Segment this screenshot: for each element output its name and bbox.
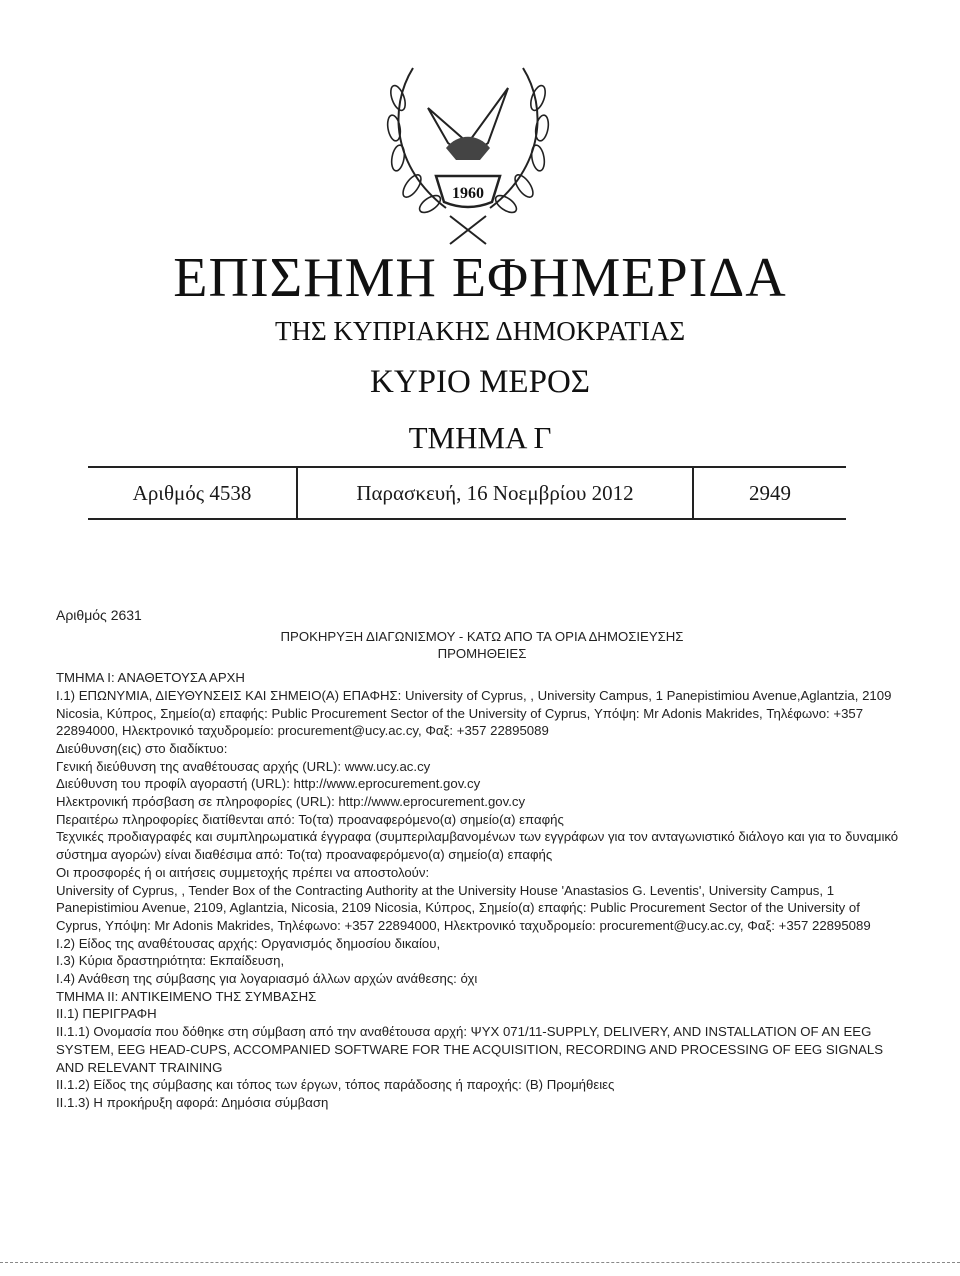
paragraph: Ι.3) Κύρια δραστηριότητα: Εκπαίδευση,: [56, 953, 285, 969]
page-number: 2949: [749, 480, 791, 505]
paragraph: Γενική διεύθυνση της αναθέτουσας αρχής (URL): www.ucy.ac.cy: [56, 758, 431, 774]
issue-number: Αριθμός 4538: [132, 480, 252, 505]
paragraph: Οι προσφορές ή οι αιτήσεις συμμετοχής πρέπει να αποστολούν:: [56, 864, 430, 880]
gazette-part: ΚΥΡΙΟ ΜΕΡΟΣ: [370, 364, 590, 400]
section-heading: ΤΜΗΜΑ Ι: ΑΝΑΘΕΤΟΥΣΑ ΑΡΧΗ: [56, 670, 245, 686]
paragraph: ΙΙ.1) ΠΕΡΙΓΡΑΦΗ: [56, 1006, 157, 1022]
paragraph: University of Cyprus, , Tender Box of the Contracting Authority at the University House 'Anastasios G. Leventis', University Campus, 1 Panepistimiou Avenue, 2109, Aglantzia, Nicosia, 2109 Nicosia, Κύπρος, Σημείο(α) επαφής: Public Procurement Sector of the University of Cyprus, Υπόψη: Mr Adonis Makrides, Τηλέφωνο: +357 22894000, Ηλεκτρονικό ταχυδρομείο: procurement@ucy.ac.cy, Φαξ: +357 22895089: [56, 882, 871, 933]
gazette-title: ΕΠΙΣΗΜΗ ΕΦΗΜΕΡΙΔΑ: [173, 247, 787, 309]
coat-of-arms-emblem: [368, 48, 568, 246]
gazette-subtitle: ΤΗΣ ΚΥΠΡΙΑΚΗΣ ΔΗΜΟΚΡΑΤΙΑΣ: [274, 316, 686, 346]
paragraph: ΙΙ.1.3) Η προκήρυξη αφορά: Δημόσια σύμβαση: [56, 1094, 329, 1110]
paragraph: Διεύθυνση του προφίλ αγοραστή (URL): http://www.eprocurement.gov.cy: [56, 776, 481, 792]
emblem-year: 1960: [452, 185, 484, 202]
paragraph: Διεύθυνση(εις) στο διαδίκτυο:: [56, 740, 228, 756]
paragraph: Ηλεκτρονική πρόσβαση σε πληροφορίες (URL): http://www.eprocurement.gov.cy: [56, 794, 526, 810]
paragraph: Ι.1) ΕΠΩΝΥΜΙΑ, ΔΙΕΥΘΥΝΣΕΙΣ ΚΑΙ ΣΗΜΕΙΟ(Α) ΕΠΑΦΗΣ: University of Cyprus, , University Campus, 1 Panepistimiou Avenue,Aglantzia, 2109 Nicosia, Κύπρος, Σημείο(α) επαφής: Public Procurement Sector of the University of Cyprus, Υπόψη: Mr Adonis Makrides, Τηλέφωνο: +357 22894000, Ηλεκτρονικό ταχυδρομείο: procurement@ucy.ac.cy, Φαξ: +357 22895089: [56, 687, 892, 739]
paragraph: Περαιτέρω πληροφορίες διατίθενται από: Το(τα) προαναφερόμενο(α) σημείο(α) επαφής: [56, 811, 564, 827]
paragraph: Ι.2) Είδος της αναθέτουσας αρχής: Οργανισμός δημοσίου δικαίου,: [56, 935, 441, 951]
bottom-rule: [0, 1262, 960, 1263]
paragraph: ΙΙ.1.1) Ονομασία που δόθηκε στη σύμβαση από την αναθέτουσα αρχή: ΨΥΧ 071/11-SUPPLY, DELIVERY, AND INSTALLATION OF AN EEG SYSTEM, EEG HEAD-CUPS, ACCOMPANIED SOFTWARE FOR THE ACQUISITION, RECORDING AND PROCESSING OF EEG SIGNALS AND RELEVANT TRAINING: [56, 1024, 884, 1075]
issue-bar: [88, 466, 846, 520]
section-heading: ΤΜΗΜΑ ΙΙ: ΑΝΤΙΚΕΙΜΕΝΟ ΤΗΣ ΣΥΜΒΑΣΗΣ: [56, 988, 317, 1004]
paragraph: ΙΙ.1.2) Είδος της σύμβασης και τόπος των έργων, τόπος παράδοσης ή παροχής: (Β) Προμήθειες: [56, 1077, 615, 1093]
paragraph: Τεχνικές προδιαγραφές και συμπληρωματικά έγγραφα (συμπεριλαμβανομένων των εγγράφων για τον ανταγωνιστικό διάλογο και για το δυναμικό σύστημα αγορών) είναι διαθέσιμα από: Το(τα) προαναφερόμενο(α) σημείο(α) επαφής: [56, 829, 899, 863]
issue-date: Παρασκευή, 16 Νοεμβρίου 2012: [296, 468, 694, 518]
notice-heading: ΠΡΟΚΗΡΥΞΗ ΔΙΑΓΩΝΙΣΜΟΥ - ΚΑΤΩ ΑΠΟ ΤΑ ΟΡΙΑ ΔΗΜΟΣΙΕΥΣΗΣ: [280, 628, 684, 644]
notice-subheading: ΠΡΟΜΗΘΕΙΕΣ: [437, 646, 527, 662]
notice-number: Αριθμός 2631: [56, 607, 142, 623]
gazette-section: ΤΜΗΜΑ Γ: [408, 420, 552, 455]
paragraph: Ι.4) Ανάθεση της σύμβασης για λογαριασμό άλλων αρχών ανάθεσης: όχι: [56, 971, 478, 987]
notice-body: [56, 607, 908, 1112]
